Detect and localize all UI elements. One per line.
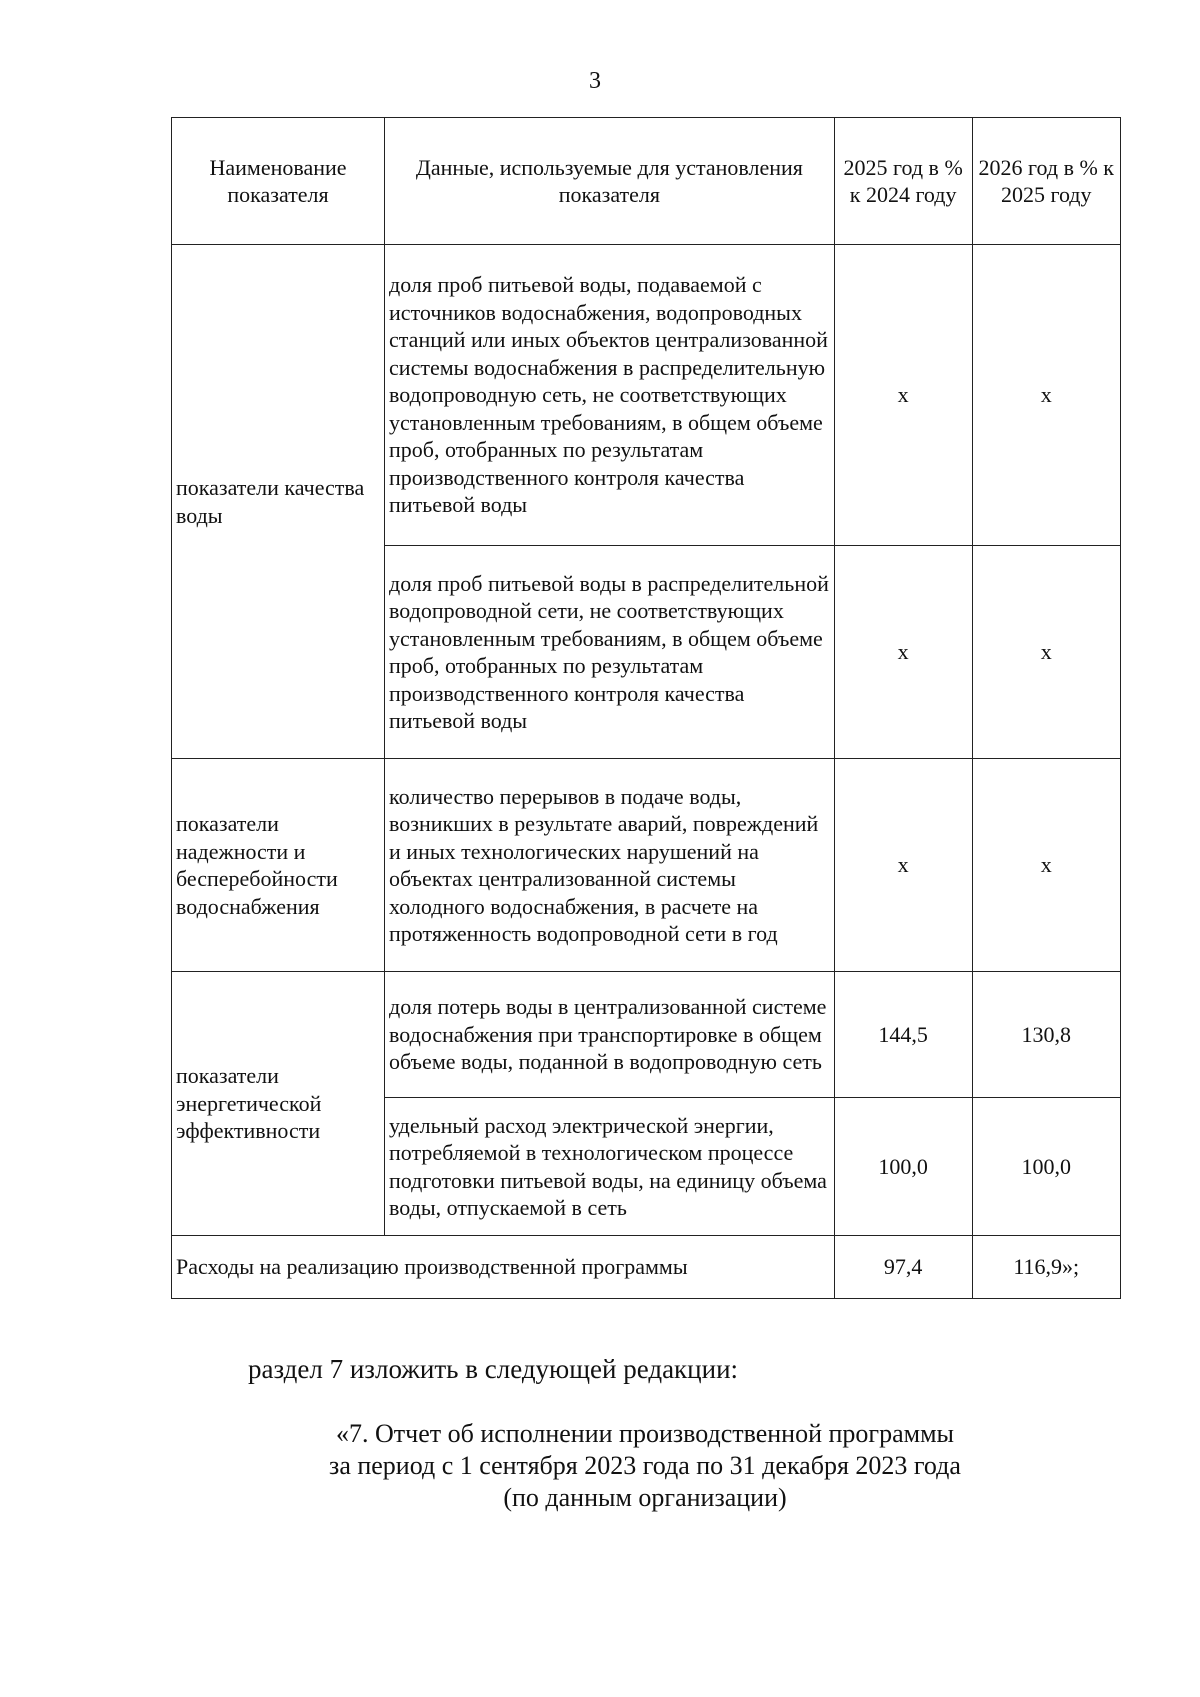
group-water-quality: показатели качества воды — [172, 245, 385, 759]
total-row — [172, 1236, 1121, 1299]
section-heading-line: (по данным организации) — [503, 1483, 787, 1512]
table-header-row — [172, 118, 1121, 245]
table-row — [172, 759, 1121, 972]
row-value-2026: х — [972, 759, 1121, 972]
intro-text: раздел 7 изложить в следующей редакции: — [248, 1354, 739, 1384]
row-value-2026: х — [972, 245, 1121, 546]
table-row — [172, 245, 1121, 546]
row-value-2025: х — [834, 759, 972, 972]
page-number: 3 — [589, 68, 601, 94]
row-description: удельный расход электрической энергии, потребляемой в технологическом процессе подготовки питьевой воды, на единицу объема воды, отпускаемой в сеть — [385, 1098, 835, 1236]
row-value-2026: 130,8 — [972, 972, 1121, 1098]
header-data: Данные, используемые для установления показателя — [385, 118, 835, 245]
header-2026: 2026 год в % к 2025 году — [972, 118, 1121, 245]
total-value-2026: 116,9»; — [972, 1236, 1121, 1299]
header-2025: 2025 год в % к 2024 году — [834, 118, 972, 245]
indicators-table — [171, 117, 1121, 1299]
header-indicator: Наименование показателя — [172, 118, 385, 245]
row-value-2025: х — [834, 546, 972, 759]
row-value-2025: 144,5 — [834, 972, 972, 1098]
row-value-2025: х — [834, 245, 972, 546]
row-description: доля проб питьевой воды, подаваемой с источников водоснабжения, водопроводных станций или иных объектов централизованной системы водоснабжения в распределительную водопроводную сеть, не соответствующих установленным требованиям, в общем объеме проб, отобранных по результатам производственного контроля качества питьевой воды — [385, 245, 835, 546]
section-heading — [0, 1418, 1200, 1514]
row-description: доля проб питьевой воды в распределительной водопроводной сети, не соответствующих установленным требованиям, в общем объеме проб, отобранных по результатам производственного контроля качества питьевой воды — [385, 546, 835, 759]
table-row — [172, 972, 1121, 1098]
row-value-2026: 100,0 — [972, 1098, 1121, 1236]
section-heading-line: «7. Отчет об исполнении производственной программы — [335, 1419, 955, 1448]
row-value-2025: 100,0 — [834, 1098, 972, 1236]
row-description: количество перерывов в подаче воды, возникших в результате аварий, повреждений и иных технологических нарушений на объектах централизованной системы холодного водоснабжения, в расчете на протяженность водопроводной сети в год — [385, 759, 835, 972]
row-value-2026: х — [972, 546, 1121, 759]
group-energy-efficiency: показатели энергетической эффективности — [172, 972, 385, 1236]
total-label: Расходы на реализацию производственной программы — [172, 1236, 835, 1299]
section-heading-line: за период с 1 сентября 2023 года по 31 декабря 2023 года — [329, 1451, 961, 1480]
total-value-2025: 97,4 — [834, 1236, 972, 1299]
row-description: доля потерь воды в централизованной системе водоснабжения при транспортировке в общем объеме воды, поданной в водопроводную сеть — [385, 972, 835, 1098]
group-reliability: показатели надежности и бесперебойности водоснабжения — [172, 759, 385, 972]
